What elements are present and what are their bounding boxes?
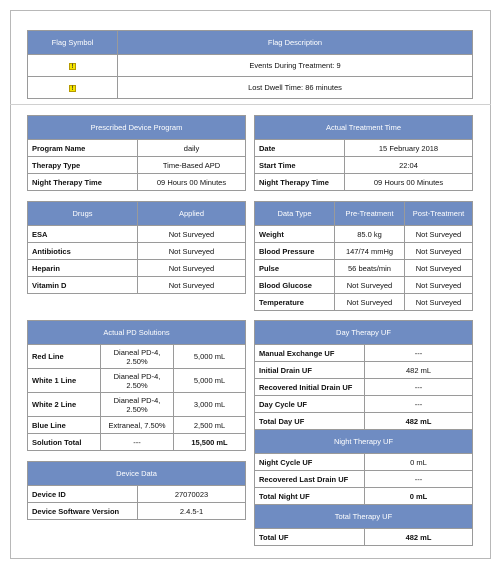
row-label: Date <box>255 140 345 157</box>
data-type-header: Data Type <box>255 202 335 226</box>
row-label: Night Cycle UF <box>255 454 365 471</box>
vital-label: Weight <box>255 226 335 243</box>
solution-volume: 5,000 mL <box>174 345 246 369</box>
row-label: Night Therapy Time <box>28 174 138 191</box>
row-value: daily <box>138 140 246 157</box>
vital-pre: 147/74 mmHg <box>335 243 405 260</box>
row-label: Total Day UF <box>255 413 365 430</box>
solution-name: Dianeal PD-4, 2.50% <box>101 393 174 417</box>
row-value: 15 February 2018 <box>345 140 473 157</box>
row-value: 482 mL <box>365 362 473 379</box>
row-label: Day Cycle UF <box>255 396 365 413</box>
flag-description-cell: Lost Dwell Time: 86 minutes <box>118 77 473 99</box>
vital-pre: 85.0 kg <box>335 226 405 243</box>
row-label: Start Time <box>255 157 345 174</box>
vital-label: Blood Glucose <box>255 277 335 294</box>
vitals-table <box>254 201 473 311</box>
row-value: --- <box>365 471 473 488</box>
warning-flag-icon: ! <box>69 85 76 92</box>
flag-table <box>27 30 473 99</box>
post-treatment-header: Post-Treatment <box>405 202 473 226</box>
vital-post: Not Surveyed <box>405 277 473 294</box>
drug-name: Antibiotics <box>28 243 138 260</box>
row-value: --- <box>365 396 473 413</box>
line-label: White 2 Line <box>28 393 101 417</box>
solution-name: Dianeal PD-4, 2.50% <box>101 345 174 369</box>
vital-post: Not Surveyed <box>405 260 473 277</box>
pd-solutions-header: Actual PD Solutions <box>28 321 246 345</box>
drug-applied: Not Surveyed <box>138 243 246 260</box>
pd-solutions-table <box>27 320 246 451</box>
device-data-table <box>27 461 246 520</box>
prescribed-program-header: Prescribed Device Program <box>28 116 246 140</box>
row-label: Device Software Version <box>28 503 138 520</box>
total-uf-header: Total Therapy UF <box>255 505 473 529</box>
vital-pre: Not Surveyed <box>335 277 405 294</box>
drugs-table <box>27 201 246 294</box>
solution-volume: 2,500 mL <box>174 417 246 434</box>
row-value: 09 Hours 00 Minutes <box>345 174 473 191</box>
vital-pre: Not Surveyed <box>335 294 405 311</box>
row-value: --- <box>365 379 473 396</box>
flag-description-cell: Events During Treatment: 9 <box>118 55 473 77</box>
line-label: White 1 Line <box>28 369 101 393</box>
uf-table <box>254 320 473 546</box>
line-label: Blue Line <box>28 417 101 434</box>
drug-applied: Not Surveyed <box>138 226 246 243</box>
solution-volume: 3,000 mL <box>174 393 246 417</box>
actual-treatment-time-header: Actual Treatment Time <box>255 116 473 140</box>
flag-symbol-header: Flag Symbol <box>28 31 118 55</box>
vital-label: Blood Pressure <box>255 243 335 260</box>
pre-treatment-header: Pre-Treatment <box>335 202 405 226</box>
vital-pre: 56 beats/min <box>335 260 405 277</box>
warning-flag-icon: ! <box>69 63 76 70</box>
row-value: --- <box>365 345 473 362</box>
drug-name: Heparin <box>28 260 138 277</box>
actual-treatment-time-table <box>254 115 473 191</box>
night-uf-header: Night Therapy UF <box>255 430 473 454</box>
row-value: 22:04 <box>345 157 473 174</box>
row-label: Therapy Type <box>28 157 138 174</box>
drugs-header: Drugs <box>28 202 138 226</box>
row-value-total: 482 mL <box>365 529 473 546</box>
applied-header: Applied <box>138 202 246 226</box>
row-label: Program Name <box>28 140 138 157</box>
line-label: Red Line <box>28 345 101 369</box>
flag-description-header: Flag Description <box>118 31 473 55</box>
row-label: Initial Drain UF <box>255 362 365 379</box>
vital-label: Temperature <box>255 294 335 311</box>
row-value: 09 Hours 00 Minutes <box>138 174 246 191</box>
drug-applied: Not Surveyed <box>138 260 246 277</box>
flag-symbol-cell <box>28 77 118 99</box>
row-label: Night Therapy Time <box>255 174 345 191</box>
vital-post: Not Surveyed <box>405 226 473 243</box>
drug-applied: Not Surveyed <box>138 277 246 294</box>
row-label: Recovered Last Drain UF <box>255 471 365 488</box>
row-value: 2.4.5-1 <box>138 503 246 520</box>
row-value-total: 482 mL <box>365 413 473 430</box>
row-value-total: 0 mL <box>365 488 473 505</box>
solution-name: --- <box>101 434 174 451</box>
device-data-header: Device Data <box>28 462 246 486</box>
row-label: Total Night UF <box>255 488 365 505</box>
solution-name: Extraneal, 7.50% <box>101 417 174 434</box>
vital-post: Not Surveyed <box>405 243 473 260</box>
line-label: Solution Total <box>28 434 101 451</box>
row-label: Total UF <box>255 529 365 546</box>
row-label: Recovered Initial Drain UF <box>255 379 365 396</box>
drug-name: Vitamin D <box>28 277 138 294</box>
section-divider <box>10 104 491 105</box>
solution-volume-total: 15,500 mL <box>174 434 246 451</box>
row-value: 27070023 <box>138 486 246 503</box>
prescribed-program-table <box>27 115 246 191</box>
vital-post: Not Surveyed <box>405 294 473 311</box>
row-value: Time-Based APD <box>138 157 246 174</box>
vital-label: Pulse <box>255 260 335 277</box>
flag-symbol-cell <box>28 55 118 77</box>
solution-volume: 5,000 mL <box>174 369 246 393</box>
drug-name: ESA <box>28 226 138 243</box>
row-label: Device ID <box>28 486 138 503</box>
solution-name: Dianeal PD-4, 2.50% <box>101 369 174 393</box>
row-label: Manual Exchange UF <box>255 345 365 362</box>
day-uf-header: Day Therapy UF <box>255 321 473 345</box>
row-value: 0 mL <box>365 454 473 471</box>
